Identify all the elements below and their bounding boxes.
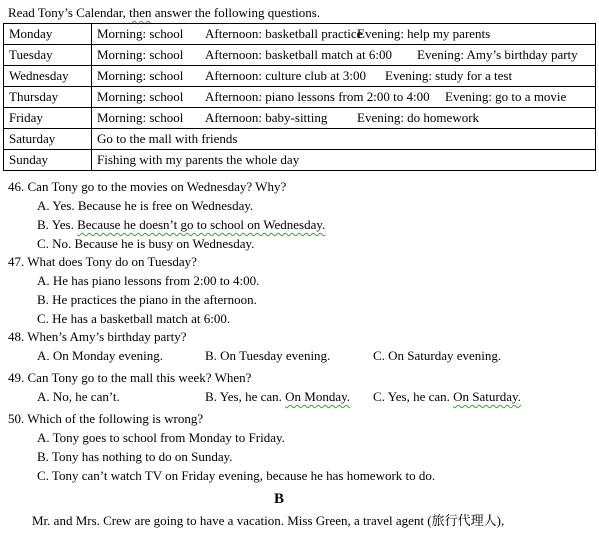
calendar-evening: Evening: Amy’s birthday party	[417, 47, 578, 62]
calendar-morning: Morning: school	[97, 68, 184, 83]
question-text: 46. Can Tony go to the movies on Wednesday? Why?	[8, 179, 287, 194]
calendar-afternoon: Afternoon: basketball practice	[205, 26, 363, 41]
calendar-table	[3, 23, 596, 171]
calendar-morning: Morning: school	[97, 110, 184, 125]
answer-option: C. He has a basketball match at 6:00.	[37, 311, 231, 326]
calendar-day: Friday	[4, 108, 92, 129]
answer-option: B. Yes. Because he doesn’t go to school on Wednesday.	[37, 217, 326, 232]
question-text: 49. Can Tony go to the mall this week? When?	[8, 370, 252, 385]
answer-option: C. Yes, he can. On Saturday.	[373, 389, 521, 404]
answer-option: B. Tony has nothing to do on Sunday.	[37, 449, 233, 464]
answer-option: A. No, he can’t.	[37, 389, 120, 404]
calendar-activities	[92, 129, 596, 150]
answer-option: A. He has piano lessons from 2:00 to 4:00.	[37, 273, 260, 288]
section-label: B	[274, 491, 285, 507]
calendar-afternoon: Afternoon: piano lessons from 2:00 to 4:00	[205, 89, 430, 104]
question-text: 50. Which of the following is wrong?	[8, 411, 204, 426]
answer-option: B. Yes, he can. On Monday.	[205, 389, 351, 404]
question-text: 47. What does Tony do on Tuesday?	[8, 254, 197, 269]
calendar-row	[4, 66, 596, 87]
passage-text: Mr. and Mrs. Crew are going to have a vacation. Miss Green, a travel agent (旅行代理人),	[32, 513, 505, 528]
calendar-day: Monday	[4, 24, 92, 45]
calendar-row	[4, 129, 596, 150]
answer-option: B. He practices the piano in the afternoon.	[37, 292, 257, 307]
intro-text: Read Tony’s Calendar, then answer the following questions.	[8, 5, 321, 20]
calendar-evening: Evening: go to a movie	[445, 89, 567, 104]
calendar-row	[4, 45, 596, 66]
calendar-activities	[92, 45, 596, 66]
calendar-activities	[92, 24, 596, 45]
calendar-row	[4, 87, 596, 108]
calendar-day: Sunday	[4, 150, 92, 171]
calendar-morning: Morning: school	[97, 47, 184, 62]
answer-option: C. Tony can’t watch TV on Friday evening, because he has homework to do.	[37, 468, 436, 483]
answer-option: C. No. Because he is busy on Wednesday.	[37, 236, 255, 251]
answer-option: A. Tony goes to school from Monday to Friday.	[37, 430, 285, 445]
calendar-morning: Morning: school	[97, 26, 184, 41]
calendar-evening: Evening: do homework	[357, 110, 480, 125]
calendar-row	[4, 108, 596, 129]
calendar-activity: Fishing with my parents the whole day	[97, 152, 300, 167]
calendar-activities	[92, 66, 596, 87]
calendar-afternoon: Afternoon: culture club at 3:00	[205, 68, 367, 83]
calendar-day: Tuesday	[4, 45, 92, 66]
answer-option: A. Yes. Because he is free on Wednesday.	[37, 198, 254, 213]
answer-option: C. On Saturday evening.	[373, 348, 502, 363]
calendar-activity: Go to the mall with friends	[97, 131, 238, 146]
calendar-row	[4, 24, 596, 45]
answer-option: A. On Monday evening.	[37, 348, 164, 363]
calendar-activities	[92, 108, 596, 129]
calendar-morning: Morning: school	[97, 89, 184, 104]
calendar-activities	[92, 150, 596, 171]
calendar-afternoon: Afternoon: basketball match at 6:00	[205, 47, 393, 62]
calendar-evening: Evening: help my parents	[357, 26, 491, 41]
calendar-day: Saturday	[4, 129, 92, 150]
calendar-activities	[92, 87, 596, 108]
calendar-day: Wednesday	[4, 66, 92, 87]
calendar-day: Thursday	[4, 87, 92, 108]
calendar-afternoon: Afternoon: baby-sitting	[205, 110, 328, 125]
answer-option: B. On Tuesday evening.	[205, 348, 331, 363]
calendar-row	[4, 150, 596, 171]
calendar-evening: Evening: study for a test	[385, 68, 513, 83]
question-text: 48. When’s Amy’s birthday party?	[8, 329, 187, 344]
